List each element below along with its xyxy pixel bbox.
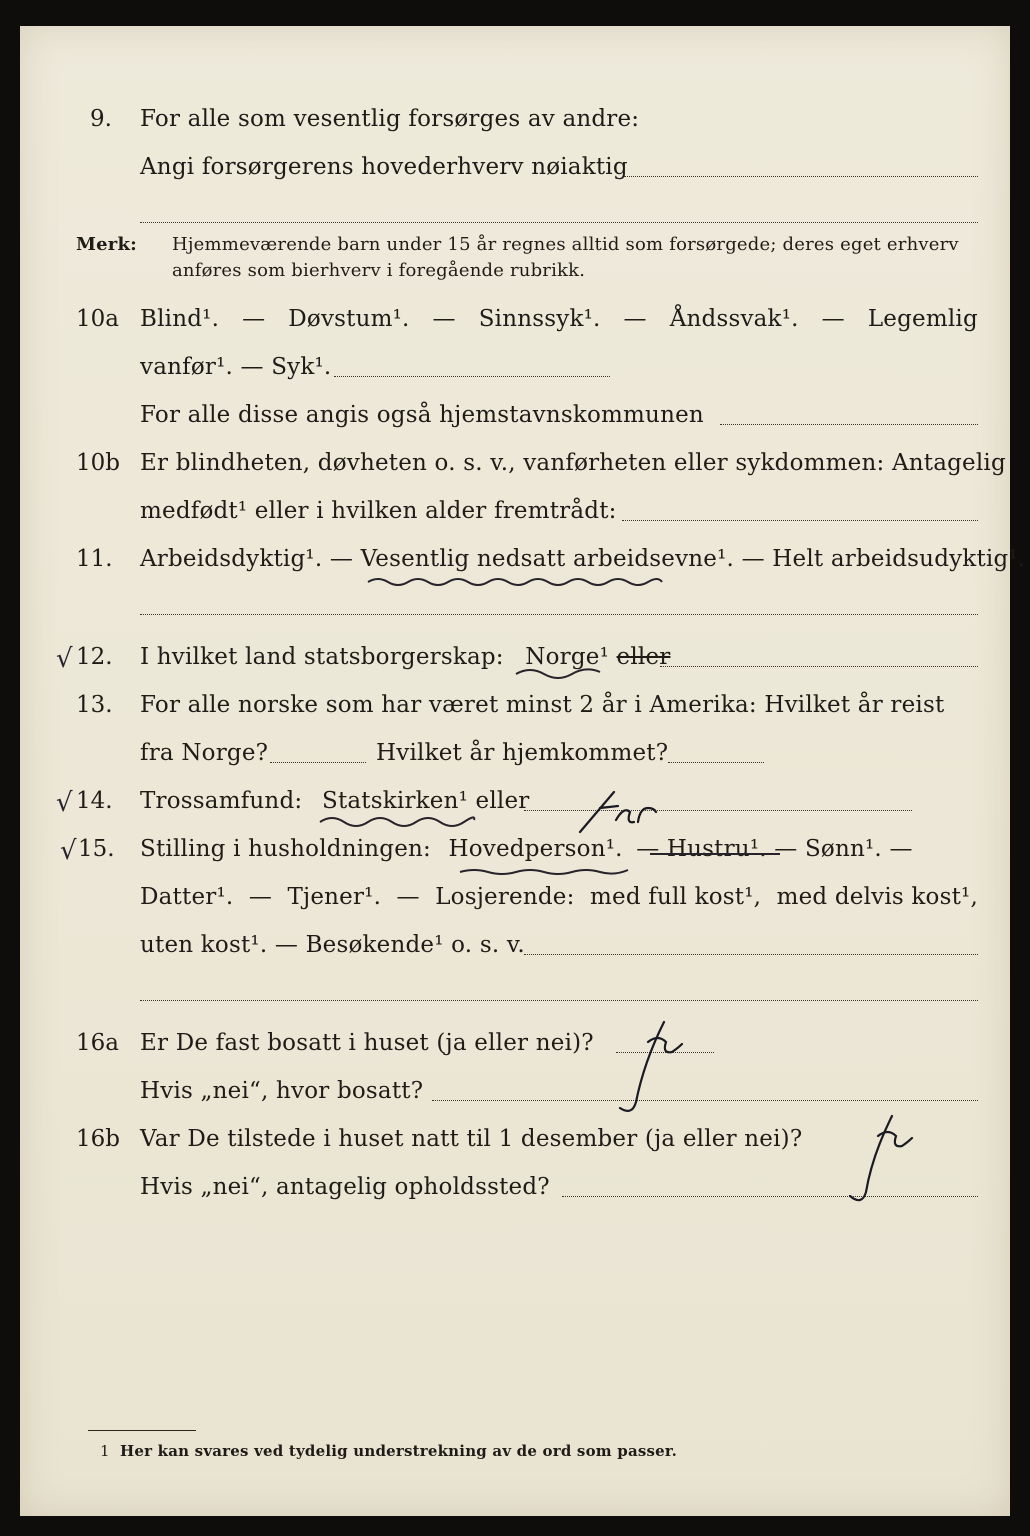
merk-note-line-2: anføres som bierhverv i foregående rubrikk. — [172, 260, 586, 281]
q11-number: 11. — [76, 546, 113, 572]
q16a-residence-label: Hvis „nei“, hvor bosatt? — [140, 1078, 424, 1104]
merk-label: Merk: — [76, 234, 137, 255]
q10b-line-2: medfødt¹ eller i hvilken alder fremtrådt: — [140, 498, 617, 524]
q16a-number: 16a — [76, 1030, 119, 1056]
q9-provider-occupation-label: Angi forsørgerens hovederhverv nøiaktig — [140, 154, 628, 180]
q10a-option-sinnssyk[interactable]: Sinnssyk¹. — [478, 306, 601, 332]
q13-number: 13. — [76, 692, 113, 718]
q10a-dash: — — [821, 306, 845, 332]
q15-dash: — — [396, 884, 420, 910]
footnote-text: Her kan svares ved tydelig understrekning av de ord som passer. — [120, 1442, 678, 1460]
q15-options-hustru-sonn[interactable]: — Hustru¹. — Sønn¹. — — [636, 836, 913, 862]
census-form-page — [20, 26, 1026, 1516]
q15-label: Stilling i husholdningen: — [140, 836, 431, 862]
q15-option-tjener[interactable]: Tjener¹. — [287, 884, 382, 910]
q13-return-label: Hvilket år hjemkommet? — [376, 740, 669, 766]
q15-underline-icon — [460, 870, 628, 874]
q15-number: 15. — [78, 836, 115, 862]
q16b-question: Var De tilstede i huset natt til 1 desember (ja eller nei)? — [140, 1126, 803, 1152]
q12-number: 12. — [76, 644, 113, 670]
q12-checkmark-icon: √ — [56, 644, 73, 674]
q12-label: I hvilket land statsborgerskap: — [140, 644, 504, 670]
q10a-option-dovstum[interactable]: Døvstum¹. — [288, 306, 410, 332]
q13-question: For alle norske som har været minst 2 år i Amerika: Hvilket år reist — [140, 692, 945, 718]
q12-underline-icon — [516, 669, 600, 678]
q10a-option-legemlig[interactable]: Legemlig — [867, 306, 978, 332]
q12-answer-norge[interactable]: Norge¹ — [525, 644, 610, 670]
q15-option-hovedperson[interactable]: Hovedperson¹. — [448, 836, 623, 862]
q11-option-arbeidsdyktig[interactable]: Arbeidsdyktig¹. — — [140, 546, 354, 572]
q15-checkmark-icon: √ — [60, 836, 77, 866]
q15-dash: — — [248, 884, 273, 910]
q15-option-delvis-kost[interactable]: med delvis kost¹, — [776, 884, 978, 910]
q16b-stay-label: Hvis „nei“, antagelig opholdssted? — [140, 1174, 550, 1200]
q10a-option-blind[interactable]: Blind¹. — [140, 306, 220, 332]
q10b-question: Er blindheten, døvheten o. s. v., vanførheten eller sykdommen: Antagelig — [140, 450, 1006, 476]
merk-note-line-1: Hjemmeværende barn under 15 år regnes alltid som forsørgede; deres eget erhverv — [172, 234, 959, 255]
q10a-line-2: vanfør¹. — Syk¹. — [140, 354, 332, 380]
q14-checkmark-icon: √ — [56, 788, 73, 818]
q14-label: Trossamfund: — [140, 788, 303, 814]
q10a-option-andssvak[interactable]: Åndssvak¹. — [669, 306, 799, 332]
q14-option-statskirken[interactable]: Statskirken¹ eller — [322, 788, 530, 814]
q15-line-3: uten kost¹. — Besøkende¹ o. s. v. — [140, 932, 525, 958]
q15-option-losjerende[interactable]: Losjerende: — [435, 884, 575, 910]
q10a-number: 10a — [76, 306, 119, 332]
handwriting-layer — [20, 26, 1010, 1516]
q16b-handwritten-ja-icon — [850, 1116, 912, 1200]
q15-option-datter[interactable]: Datter¹. — [140, 884, 234, 910]
q14-number: 14. — [76, 788, 113, 814]
q16b-number: 16b — [76, 1126, 120, 1152]
q12-struck-eller: eller — [616, 644, 671, 670]
q16a-question: Er De fast bosatt i huset (ja eller nei)? — [140, 1030, 594, 1056]
q10a-dash: — — [242, 306, 266, 332]
q10a-dash: — — [432, 306, 456, 332]
q10a-home-municipality-label: For alle disse angis også hjemstavnskommunen — [140, 402, 704, 428]
q13-departure-label: fra Norge? — [140, 740, 269, 766]
q10b-number: 10b — [76, 450, 120, 476]
q9-question: For alle som vesentlig forsørges av andre: — [140, 106, 640, 132]
q16a-handwritten-ja-icon — [620, 1022, 682, 1111]
q11-underline-icon — [368, 579, 662, 585]
footnote-mark: 1 — [100, 1442, 110, 1460]
q11-option-nedsatt[interactable]: Vesentlig nedsatt arbeidsevne¹. — [360, 546, 735, 572]
q11-option-udyktig[interactable]: — Helt arbeidsudyktig¹. — [741, 546, 1026, 572]
q14-handwritten-far-icon — [580, 792, 656, 832]
q14-underline-icon — [320, 817, 474, 826]
q10a-dash: — — [623, 306, 647, 332]
q15-option-full-kost[interactable]: med full kost¹, — [590, 884, 762, 910]
q9-number: 9. — [90, 106, 112, 132]
